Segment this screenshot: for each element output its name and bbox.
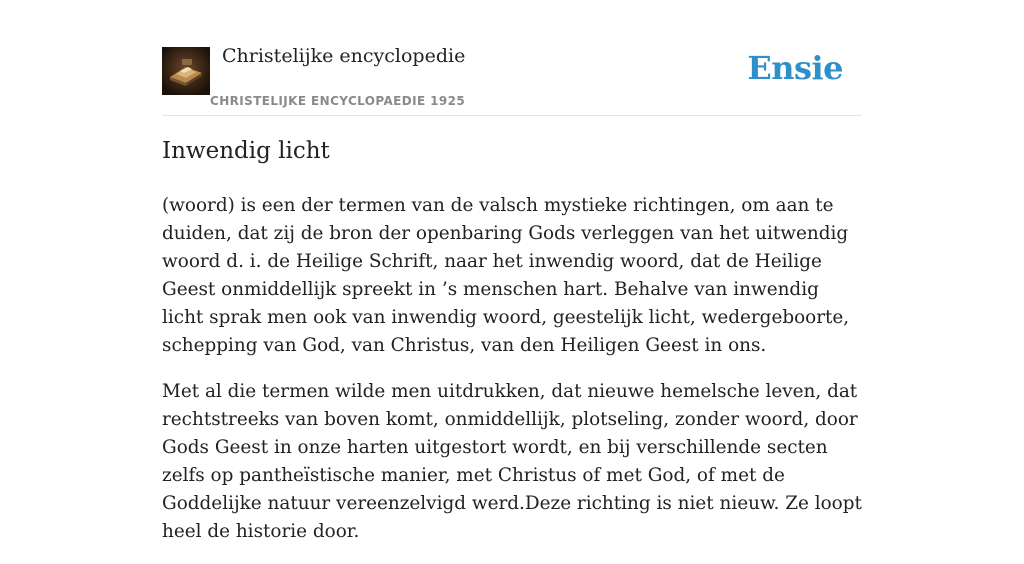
article-paragraph: Met al die termen wilde men uitdrukken, dat nieuwe hemelsche leven, dat rechtstreeks van boven komt, onmiddellijk, plotseling, zonder woord, door Gods Geest in onze harten uitgestort wordt, en bij verschillende secten zelfs op pantheïstische manier, met Christus of met God, of met de Goddelijke natuur vereenzelvigd werd.Deze richting is niet nieuw. Ze loopt heel de historie door. xyxy=(162,381,862,542)
source-title[interactable]: Christelijke encyclopedie xyxy=(222,45,466,67)
article-body xyxy=(162,192,862,564)
article-paragraph: (woord) is een der termen van de valsch mystieke richtingen, om aan te duiden, dat zij de bron der openbaring Gods verleggen van het uitwendig woord d. i. de Heilige Schrift, naar het inwendig woord, dat de Heilige Geest onmiddellijk spreekt in ’s menschen hart. Behalve van inwendig licht sprak men ook van inwendig woord, geestelijk licht, wedergeboorte, schepping van God, van Christus, van den Heiligen Geest in ons. xyxy=(162,195,850,356)
article-title: Inwendig licht xyxy=(162,138,330,164)
brand-logo-link[interactable]: Ensie xyxy=(747,49,843,87)
source-avatar[interactable] xyxy=(162,47,210,95)
source-header xyxy=(162,0,862,116)
source-subtitle: CHRISTELIJKE ENCYCLOPAEDIE 1925 xyxy=(210,94,466,108)
book-image-icon xyxy=(162,47,210,95)
